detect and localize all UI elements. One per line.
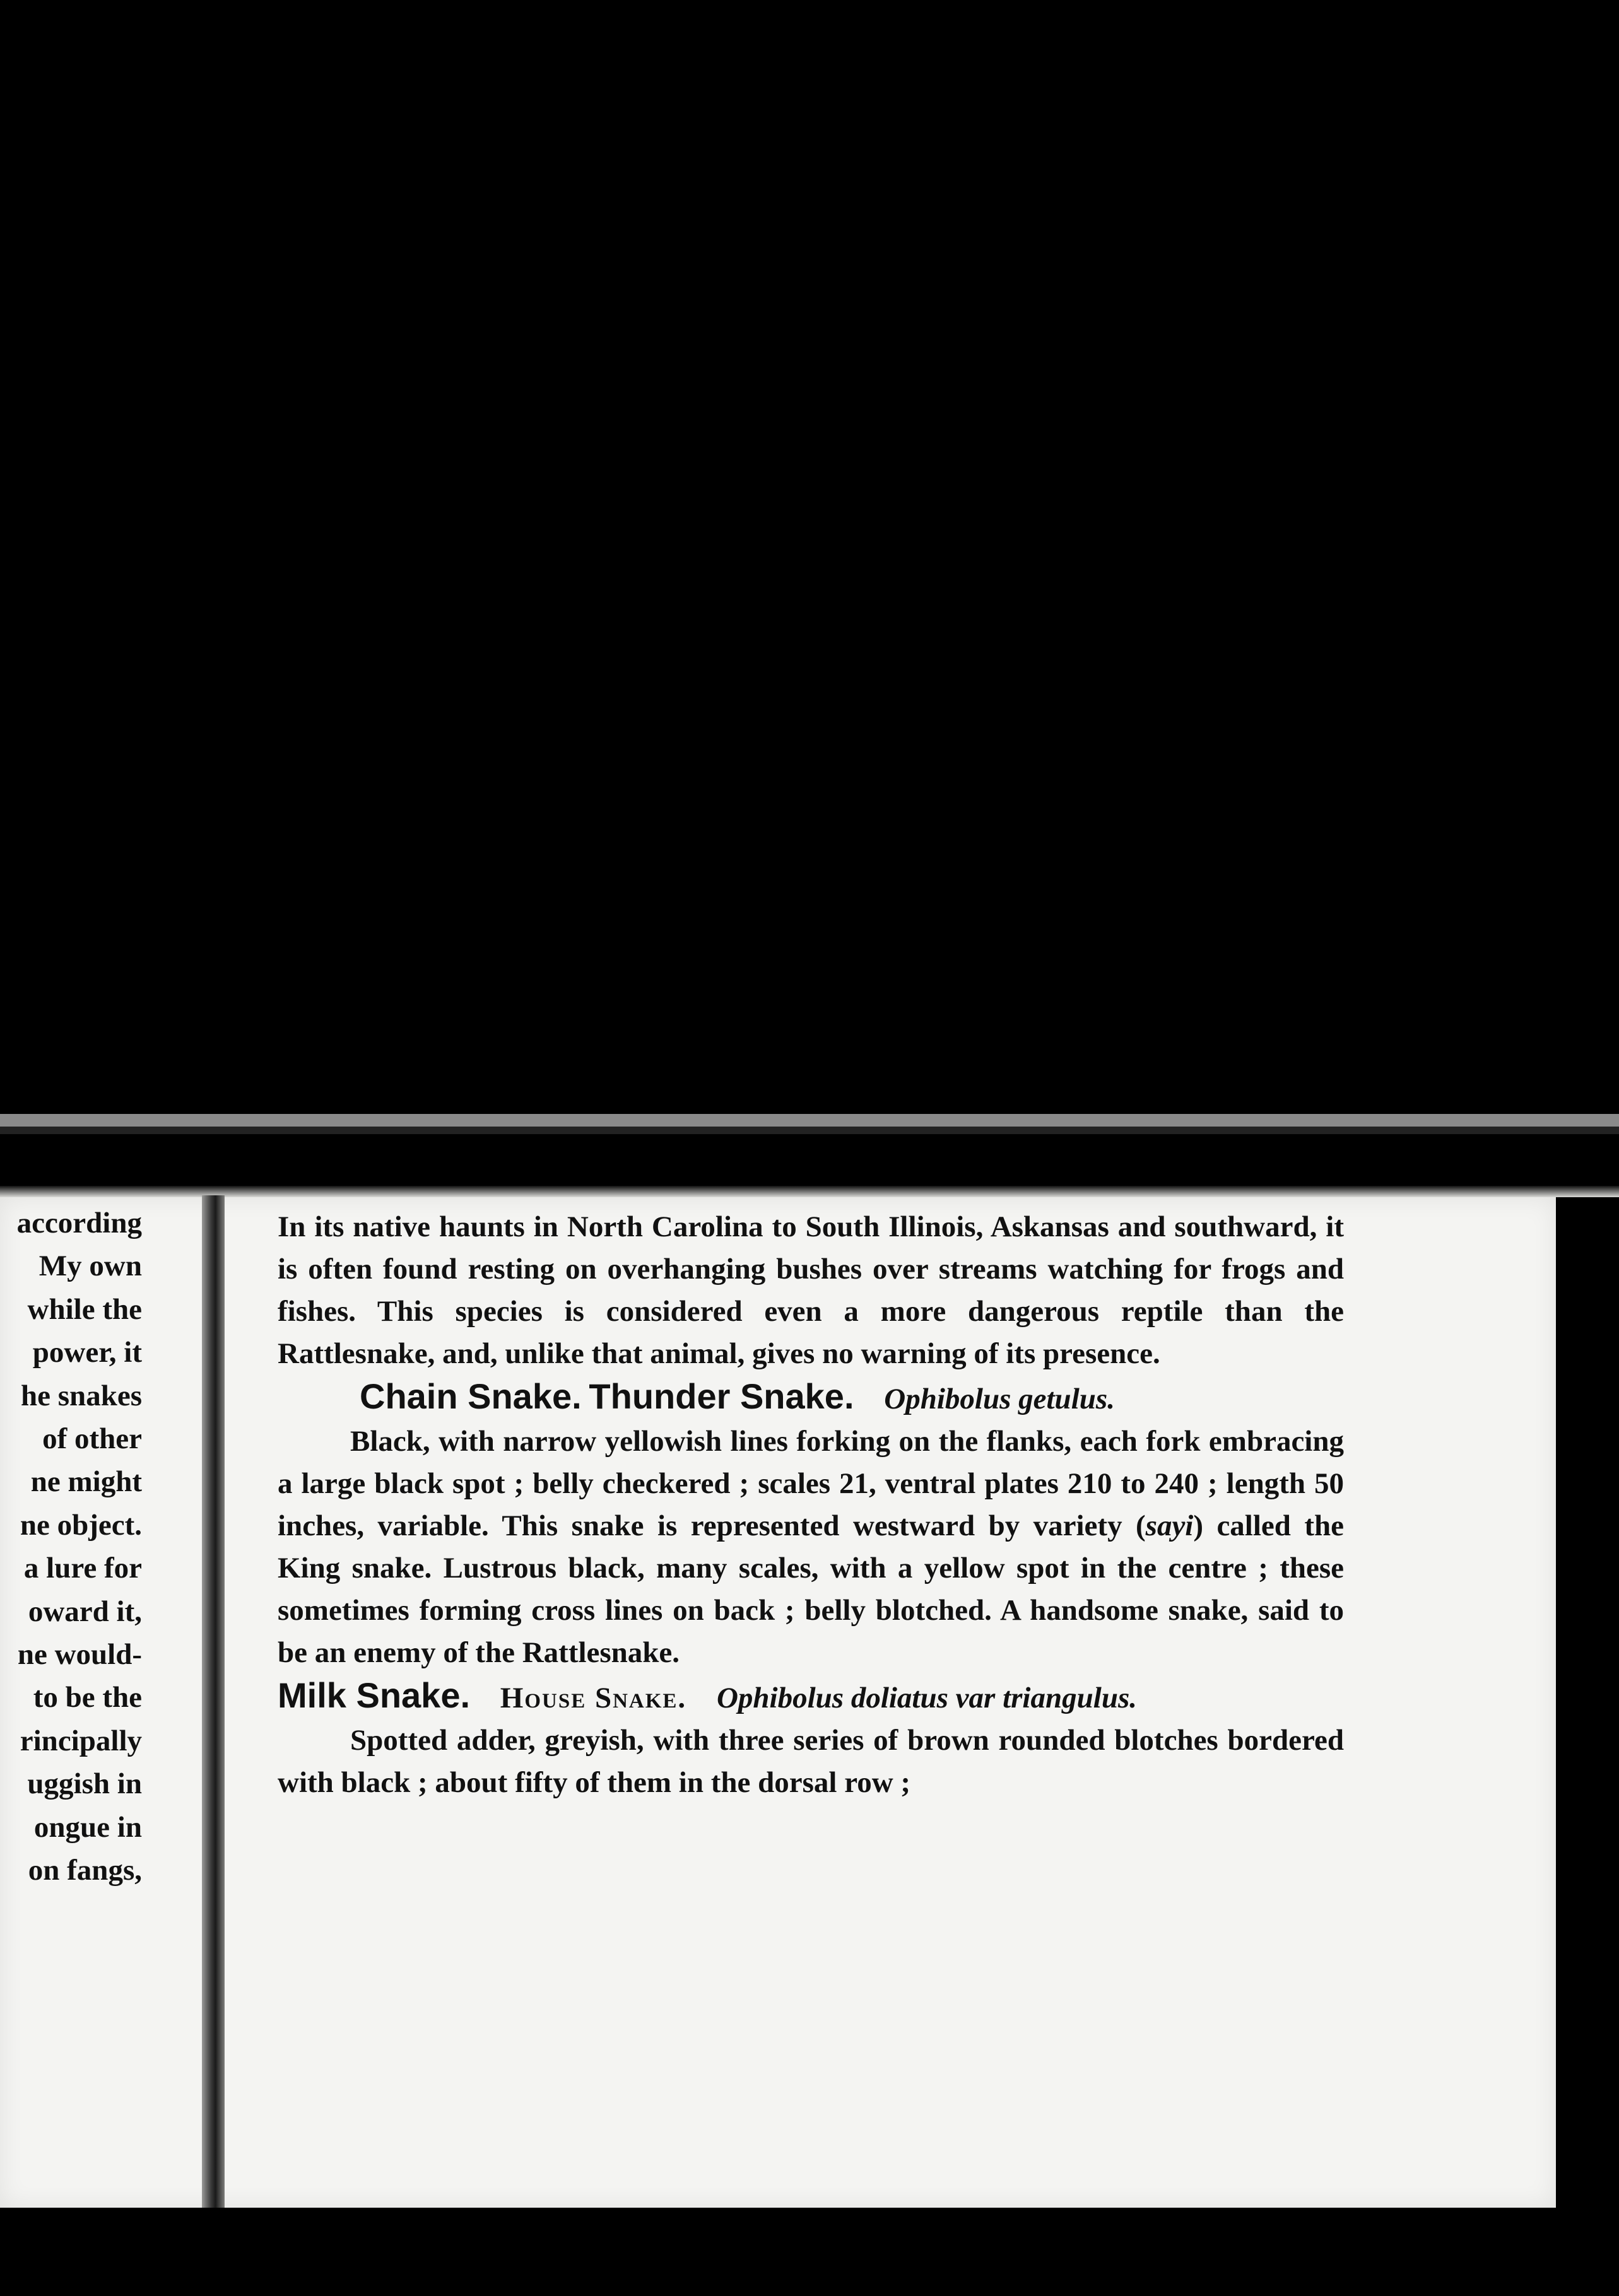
milk-snake-title: Milk Snake. bbox=[278, 1675, 471, 1715]
left-line: ongue in bbox=[33, 1810, 142, 1844]
scan-bottom-border bbox=[0, 2208, 1619, 2296]
chain-snake-heading bbox=[278, 1375, 1344, 1420]
page-top-edge bbox=[0, 1186, 1619, 1197]
left-line: uggish in bbox=[27, 1767, 142, 1801]
scanner-gray-band bbox=[0, 1114, 1619, 1127]
left-line: ne might bbox=[30, 1465, 142, 1499]
left-line: on fangs, bbox=[28, 1854, 142, 1887]
left-line: a lure for bbox=[23, 1552, 142, 1585]
chain-snake-paragraph bbox=[278, 1420, 1344, 1674]
book-gutter bbox=[202, 1195, 225, 2211]
left-line: ne object. bbox=[20, 1508, 142, 1542]
left-line: oward it, bbox=[28, 1595, 142, 1628]
chain-snake-text-b: ) called the King snake. Lustrous black, many scales, with a yellow spot in the centre ; these sometimes forming cross lines on back ; belly blotched. A handsome snake, said to be an enemy of the Rattlesnake. bbox=[278, 1509, 1345, 1669]
variety-name: sayi bbox=[1145, 1509, 1194, 1542]
left-line: of other bbox=[42, 1422, 142, 1456]
milk-snake-latin: Ophibolus doliatus var triangulus. bbox=[716, 1682, 1137, 1714]
milk-snake-heading bbox=[278, 1674, 1344, 1719]
milk-snake-paragraph: Spotted adder, greyish, with three series of brown rounded blotches bordered with black ; about fifty of them in the dorsal row ; bbox=[278, 1724, 1344, 1799]
left-line: ne would- bbox=[17, 1638, 142, 1672]
left-line: he snakes bbox=[21, 1379, 142, 1412]
left-line: to be the bbox=[33, 1681, 142, 1714]
left-line: while the bbox=[27, 1292, 142, 1326]
intro-paragraph: In its native haunts in North Carolina to South Illinois, Askansas and southward, it is often found resting on overhanging bushes over streams watching for frogs and fishes. This species is considered even a more dangerous reptile than the Rattlesnake, and, unlike that animal, gives no warning of its presence. bbox=[278, 1210, 1344, 1370]
left-line: rincipally bbox=[20, 1724, 142, 1757]
chain-snake-title: Chain Snake. bbox=[360, 1376, 582, 1416]
chain-snake-text-a: Black, with narrow yellowish lines forking on the flanks, each fork embracing a large black spot ; belly checkered ; scales 21, ventral plates 210 to 240 ; length 50 inches, variable. This snake is represented westward by variety ( bbox=[278, 1425, 1344, 1542]
page-right-margin-dark bbox=[1556, 1197, 1619, 2208]
left-page-fragment bbox=[0, 1202, 142, 1892]
chain-snake-latin: Ophibolus getulus. bbox=[884, 1383, 1115, 1415]
left-line: power, it bbox=[32, 1336, 142, 1369]
house-snake-name: House Snake. bbox=[500, 1682, 687, 1714]
left-line: according bbox=[16, 1207, 142, 1239]
scanner-dark-band bbox=[0, 1127, 1619, 1134]
thunder-snake-title: Thunder Snake. bbox=[589, 1376, 854, 1416]
left-line: My own bbox=[38, 1250, 142, 1283]
right-page-text bbox=[278, 1206, 1344, 1804]
